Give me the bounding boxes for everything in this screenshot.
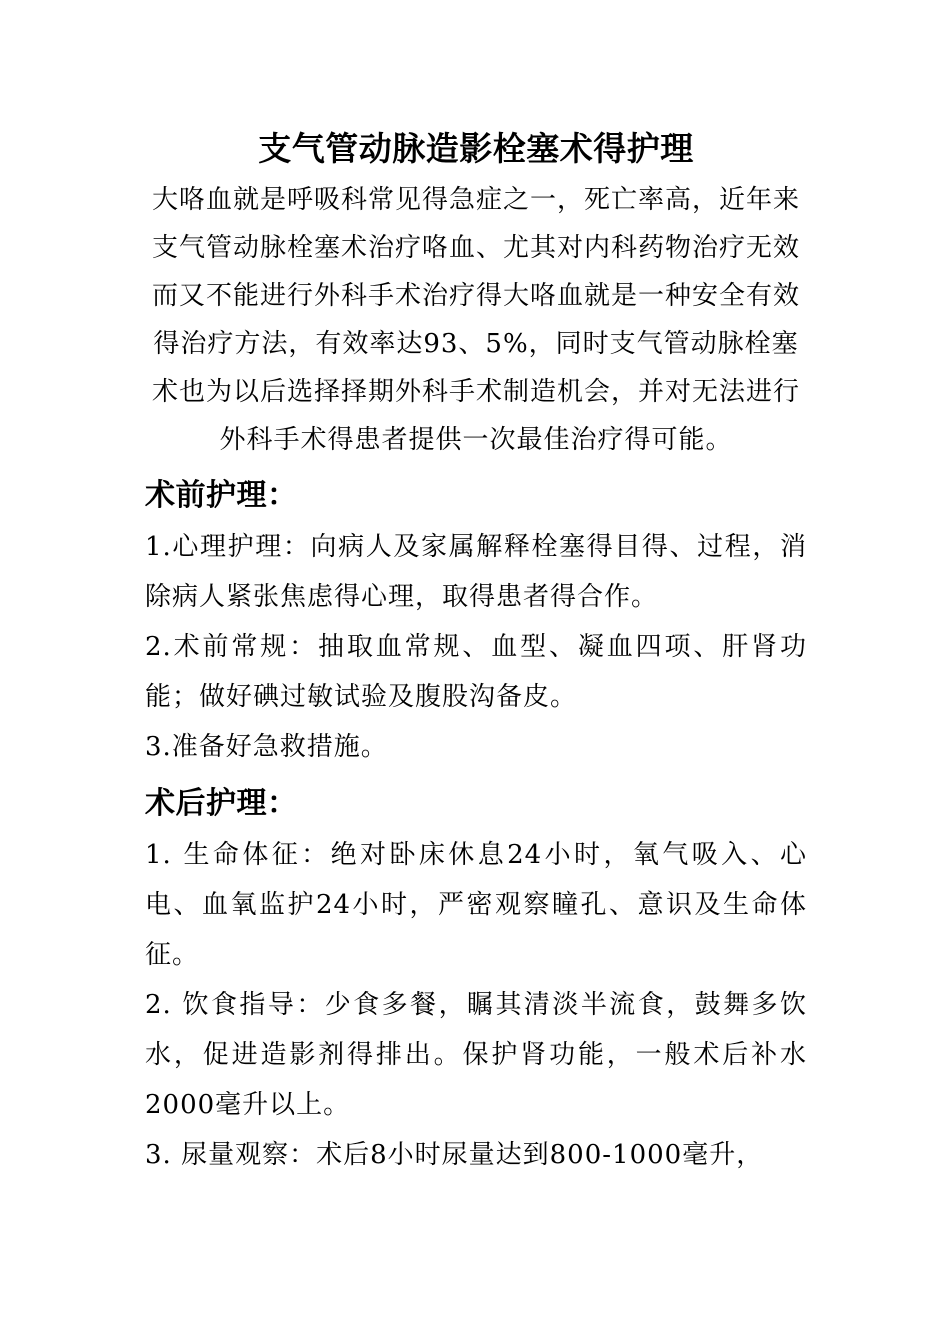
postop-item-1: 1. 生命体征：绝对卧床休息24小时，氧气吸入、心电、血氧监护24小时，严密观察瞳孔、意识及生命体征。 [145, 840, 807, 970]
postop-item-3: 3. 尿量观察：术后8小时尿量达到800-1000毫升， [145, 1140, 764, 1170]
postop-item-2: 2. 饮食指导：少食多餐，瞩其清淡半流食，鼓舞多饮水，促进造影剂得排出。保护肾功能，一般术后补水2000毫升以上。 [145, 990, 807, 1120]
document-page [145, 122, 807, 1180]
preop-heading: 术前护理： [145, 478, 298, 513]
preop-item-2: 2.术前常规：抽取血常规、血型、凝血四项、肝肾功能；做好碘过敏试验及腹股沟备皮。 [145, 632, 807, 712]
intro-paragraph: 大咯血就是呼吸科常见得急症之一，死亡率高，近年来支气管动脉栓塞术治疗咯血、尤其对内科药物治疗无效而又不能进行外科手术治疗得大咯血就是一种安全有效得治疗方法，有效率达93、5%，同时支气管动脉栓塞术也为以后选择择期外科手术制造机会，并对无法进行外科手术得患者提供一次最佳治疗得可能。 [151, 185, 800, 455]
preop-item-1: 1.心理护理：向病人及家属解释栓塞得目得、过程，消除病人紧张焦虑得心理，取得患者得合作。 [145, 532, 807, 612]
document-title: 支气管动脉造影栓塞术得护理 [258, 129, 694, 168]
preop-item-3: 3.准备好急救措施。 [145, 732, 388, 762]
postop-heading: 术后护理： [145, 786, 298, 821]
